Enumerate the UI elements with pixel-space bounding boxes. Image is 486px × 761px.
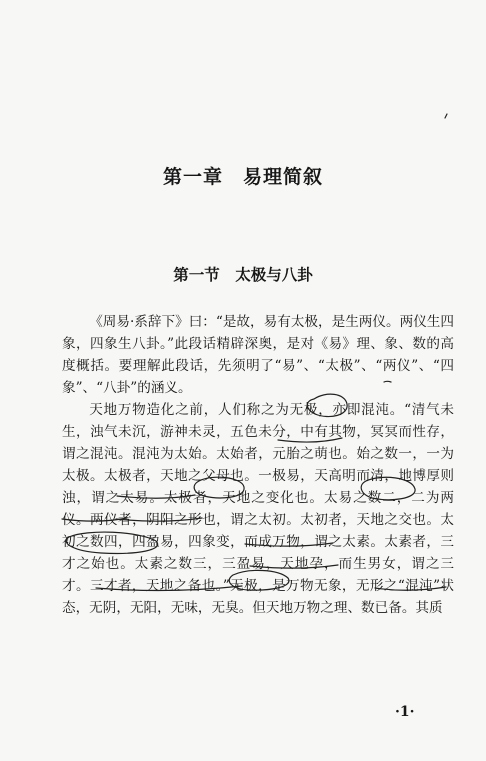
check-mark <box>445 114 447 118</box>
body-text <box>62 311 454 619</box>
paragraph-1: 《周易·系辞下》曰：“是故，易有太极，是生两仪。两仪生四象，四象生八卦。”此段话精辟深奥，是对《易》理、象、数的高度概括。要理解此段话，先须明了“易”、“太极”、“两仪”、“四象”、“八卦”的涵义。 <box>62 314 454 396</box>
chapter-title: 第一章 易理简叙 <box>162 166 323 188</box>
page-number: ·1· <box>395 704 415 720</box>
section-title: 第一节 太极与八卦 <box>173 265 313 284</box>
paragraph-2: 天地万物造化之前，人们称之为无极，亦即混沌。“清气未生，浊气未沉，游神未灵，五色未分，中有其物，冥冥而性存，谓之混沌。混沌为太始。太始者，元胎之萌也。始之数一，一为太极。太极者，天地之父母也。一极易，天高明而清，地博厚则浊，谓之太易。太极者，天地之变化也。太易之数二，二为两仪。两仪者，阴阳之形也，谓之太初。太初者，天地之交也。太初之数四，四盈易，四象变，而成万物，谓之太素。太素者，三才之始也。太素之数三，三盈易，天地孕，而生男女，谓之三才。三才者，天地之备也。”无极，是万物无象，无形之“混沌”状态，无阴，无阳，无味，无臭。但天地万物之理、数已备。其质 <box>62 402 454 616</box>
